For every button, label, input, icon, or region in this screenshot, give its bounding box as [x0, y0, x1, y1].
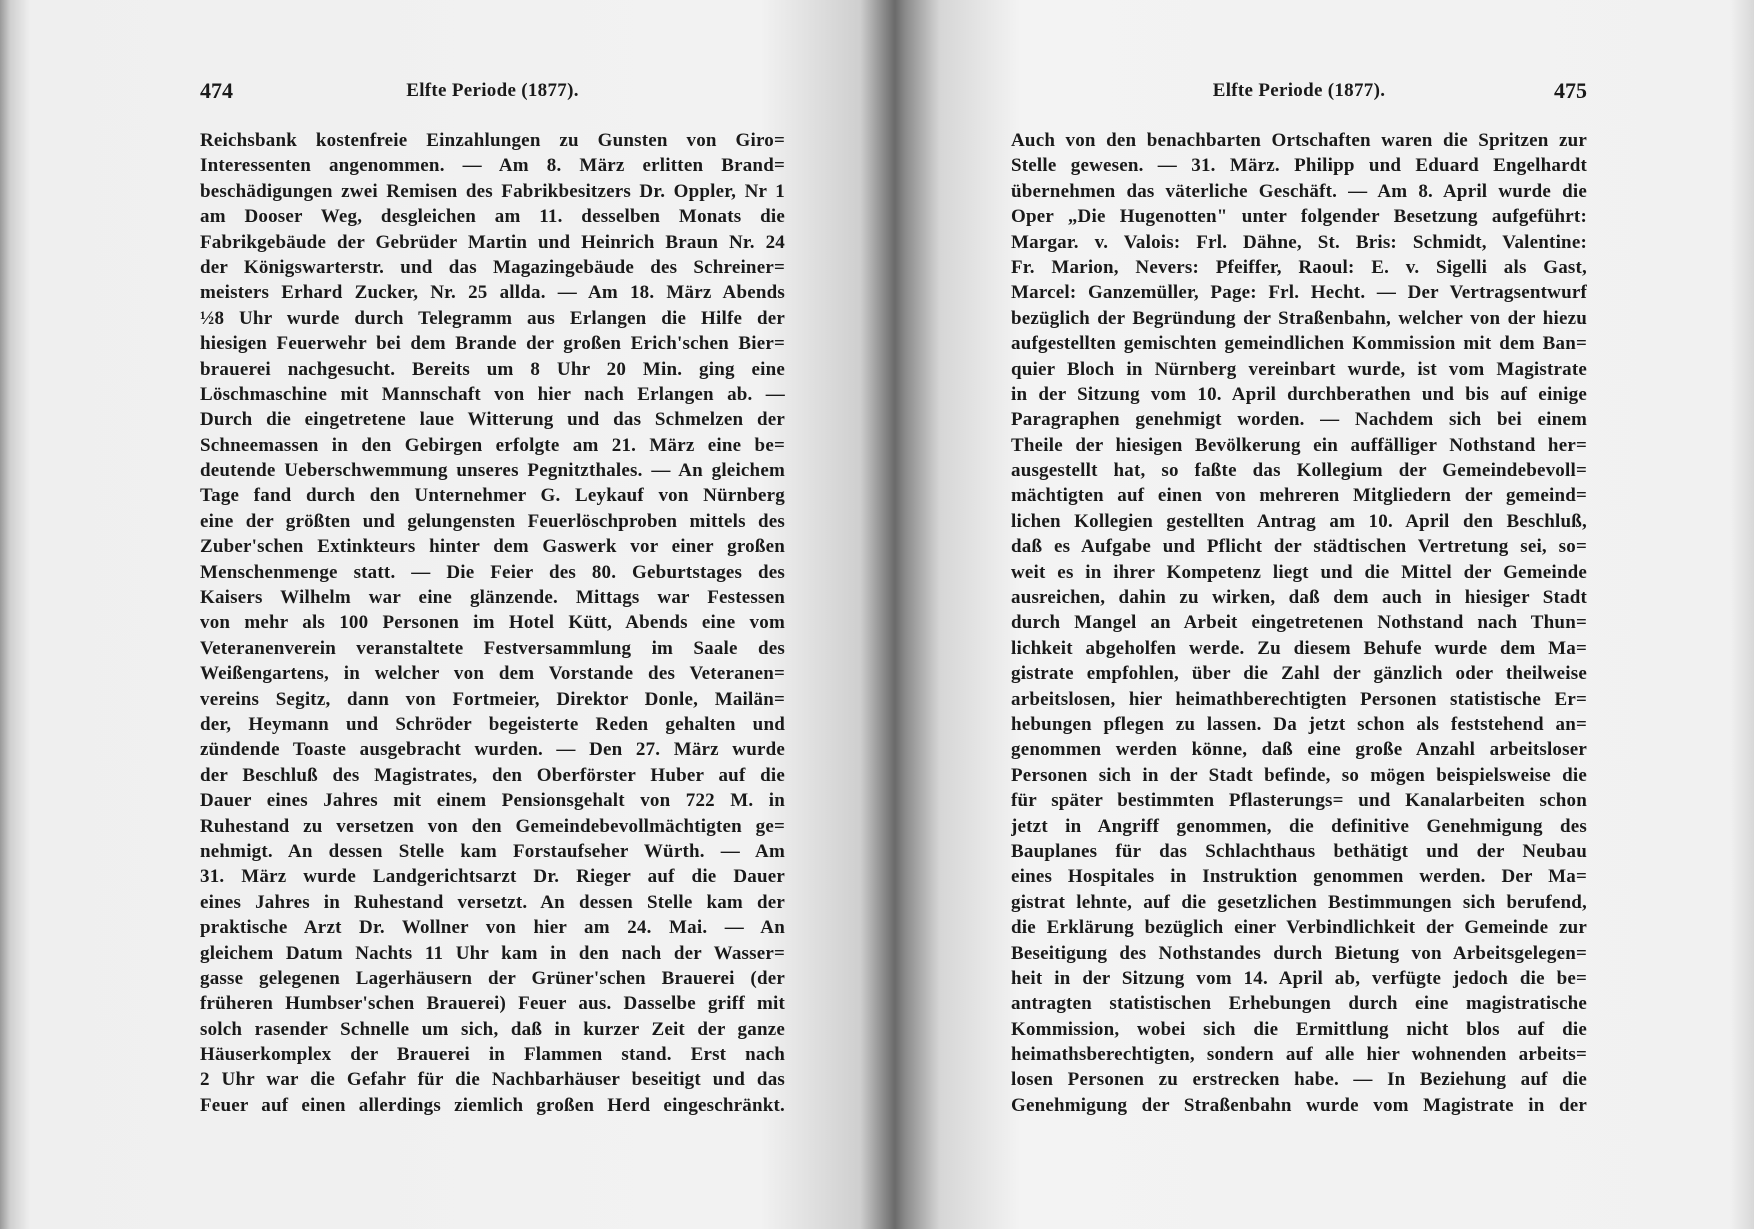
- text-line: übernehmen das väterliche Geschäft. — Am 8. April wurde die: [1011, 180, 1587, 202]
- text-line: Personen sich in der Stadt befinde, so mögen beispielsweise die: [1011, 764, 1587, 786]
- text-line: Dauer eines Jahres mit einem Pensionsgehalt von 722 M. in: [200, 790, 785, 812]
- text-line: Beseitigung des Nothstandes durch Bietung von Arbeitsgelegen=: [1011, 942, 1587, 964]
- text-line: weit es in ihrer Kompetenz liegt und die Mittel der Gemeinde: [1011, 561, 1587, 583]
- text-line: Fabrikgebäude der Gebrüder Martin und Heinrich Braun Nr. 24: [200, 231, 785, 253]
- left-page-text: [200, 128, 785, 1118]
- text-line: Feuer auf einen allerdings ziemlich großen Herd eingeschränkt.: [200, 1094, 785, 1116]
- text-line: Genehmigung der Straßenbahn wurde vom Magistrate in der: [1011, 1094, 1587, 1116]
- text-line: ausreichen, dahin zu wirken, daß dem auch in hiesiger Stadt: [1011, 587, 1587, 609]
- text-line: 2 Uhr war die Gefahr für die Nachbarhäuser beseitigt und das: [200, 1069, 785, 1091]
- text-line: brauerei nachgesucht. Bereits um 8 Uhr 20 Min. ging eine: [200, 358, 785, 380]
- text-line: der Beschluß des Magistrates, den Oberförster Huber auf die: [200, 764, 785, 786]
- text-line: durch Mangel an Arbeit eingetretenen Nothstand nach Thun=: [1011, 612, 1587, 634]
- text-line: Kaisers Wilhelm war eine glänzende. Mittags war Festessen: [200, 587, 785, 609]
- text-line: nehmigt. An dessen Stelle kam Forstaufseher Würth. — Am: [200, 840, 785, 862]
- text-line: losen Personen zu erstrecken habe. — In Beziehung auf die: [1011, 1069, 1587, 1091]
- text-line: gistrat lehnte, auf die gesetzlichen Bestimmungen sich berufend,: [1011, 891, 1587, 913]
- text-line: eines Hospitales in Instruktion genommen werden. Der Ma=: [1011, 866, 1587, 888]
- text-line: Theile der hiesigen Bevölkerung ein auffälliger Nothstand her=: [1011, 434, 1587, 456]
- text-line: hebungen pflegen zu lassen. Da jetzt schon als feststehend an=: [1011, 713, 1587, 735]
- right-page: [1011, 0, 1587, 1229]
- left-page-header: [200, 78, 785, 112]
- text-line: gistrate empfohlen, über die Zahl der gänzlich oder theilweise: [1011, 663, 1587, 685]
- text-line: zündende Toaste ausgebracht wurden. — Den 27. März wurde: [200, 739, 785, 761]
- text-line: heit in der Sitzung vom 14. April ab, verfügte jedoch die be=: [1011, 967, 1587, 989]
- text-line: die Erklärung bezüglich einer Verbindlichkeit der Gemeinde zur: [1011, 917, 1587, 939]
- text-line: meisters Erhard Zucker, Nr. 25 allda. — Am 18. März Abends: [200, 282, 785, 304]
- text-line: Veteranenverein veranstaltete Festversammlung im Saale des: [200, 637, 785, 659]
- text-line: am Dooser Weg, desgleichen am 11. desselben Monats die: [200, 206, 785, 228]
- text-line: Zuber'schen Extinkteurs hinter dem Gaswerk vor einer großen: [200, 536, 785, 558]
- text-line: in der Sitzung vom 10. April durchberathen und bis auf einige: [1011, 383, 1587, 405]
- right-page-number: 475: [1554, 78, 1587, 103]
- text-line: vereins Segitz, dann von Fortmeier, Direktor Donle, Mailän=: [200, 688, 785, 710]
- text-line: hiesigen Feuerwehr bei dem Brande der großen Erich'schen Bier=: [200, 333, 785, 355]
- text-line: bezüglich der Begründung der Straßenbahn, welcher von der hiezu: [1011, 307, 1587, 329]
- text-line: gleichem Datum Nachts 11 Uhr kam in den nach der Wasser=: [200, 942, 785, 964]
- text-line: von mehr als 100 Personen im Hotel Kütt, Abends eine vom: [200, 612, 785, 634]
- left-running-head: Elfte Periode (1877).: [406, 80, 579, 101]
- text-line: Löschmaschine mit Mannschaft von hier nach Erlangen ab. —: [200, 383, 785, 405]
- text-line: Oper „Die Hugenotten" unter folgender Besetzung aufgeführt:: [1011, 206, 1587, 228]
- text-line: eine der größten und gelungensten Feuerlöschproben mittels des: [200, 510, 785, 532]
- text-line: Bauplanes für das Schlachthaus bethätigt und der Neubau: [1011, 840, 1587, 862]
- text-line: jetzt in Angriff genommen, die definitive Genehmigung des: [1011, 815, 1587, 837]
- text-line: deutende Ueberschwemmung unseres Pegnitzthales. — An gleichem: [200, 460, 785, 482]
- text-line: Reichsbank kostenfreie Einzahlungen zu Gunsten von Giro=: [200, 130, 785, 151]
- text-line: ausgestellt hat, so faßte das Kollegium der Gemeindebevoll=: [1011, 460, 1587, 482]
- text-line: für später bestimmten Pflasterungs= und Kanalarbeiten schon: [1011, 790, 1587, 812]
- text-line: lichkeit abgeholfen werde. Zu diesem Behufe wurde dem Ma=: [1011, 637, 1587, 659]
- text-line: Interessenten angenommen. — Am 8. März erlitten Brand=: [200, 155, 785, 177]
- text-line: lichen Kollegien gestellten Antrag am 10. April den Beschluß,: [1011, 510, 1587, 532]
- text-line: Fr. Marion, Nevers: Pfeiffer, Raoul: E. v. Sigelli als Gast,: [1011, 256, 1587, 278]
- left-page: [200, 0, 785, 1229]
- text-line: heimathsberechtigten, sondern auf alle hier wohnenden arbeits=: [1011, 1044, 1587, 1066]
- text-line: Stelle gewesen. — 31. März. Philipp und Eduard Engelhardt: [1011, 155, 1587, 177]
- text-line: Durch die eingetretene laue Witterung und das Schmelzen der: [200, 409, 785, 431]
- text-line: früheren Humbser'schen Brauerei) Feuer aus. Dasselbe griff mit: [200, 993, 785, 1015]
- text-line: Kommission, wobei sich die Ermittlung nicht blos auf die: [1011, 1018, 1587, 1040]
- text-line: 31. März wurde Landgerichtsarzt Dr. Rieger auf die Dauer: [200, 866, 785, 888]
- text-line: praktische Arzt Dr. Wollner von hier am 24. Mai. — An: [200, 917, 785, 939]
- text-line: Menschenmenge statt. — Die Feier des 80. Geburtstages des: [200, 561, 785, 583]
- left-page-number: 474: [200, 78, 233, 103]
- text-line: daß es Aufgabe und Pflicht der städtischen Vertretung sei, so=: [1011, 536, 1587, 558]
- text-line: Marcel: Ganzemüller, Page: Frl. Hecht. — Der Vertragsentwurf: [1011, 282, 1587, 304]
- right-page-text: [1011, 128, 1587, 1118]
- right-running-head: Elfte Periode (1877).: [1212, 80, 1386, 101]
- text-line: ½8 Uhr wurde durch Telegramm aus Erlangen die Hilfe der: [200, 307, 785, 329]
- text-line: quier Bloch in Nürnberg vereinbart wurde, ist vom Magistrate: [1011, 358, 1587, 380]
- text-line: Häuserkomplex der Brauerei in Flammen stand. Erst nach: [200, 1044, 785, 1066]
- text-line: Tage fand durch den Unternehmer G. Leykauf von Nürnberg: [200, 485, 785, 507]
- text-line: genommen werden könne, daß eine große Anzahl arbeitsloser: [1011, 739, 1587, 761]
- text-line: Ruhestand zu versetzen von den Gemeindebevollmächtigten ge=: [200, 815, 785, 837]
- text-line: Auch von den benachbarten Ortschaften waren die Spritzen zur: [1011, 130, 1587, 151]
- text-line: der Königswarterstr. und das Magazingebäude des Schreiner=: [200, 256, 785, 278]
- text-line: Weißengartens, in welcher von dem Vorstande des Veteranen=: [200, 663, 785, 685]
- text-line: antragten statistischen Erhebungen durch eine magistratische: [1011, 993, 1587, 1015]
- text-line: eines Jahres in Ruhestand versetzt. An dessen Stelle kam der: [200, 891, 785, 913]
- text-line: Margar. v. Valois: Frl. Dähne, St. Bris: Schmidt, Valentine:: [1011, 231, 1587, 253]
- text-line: mächtigten auf einen von mehreren Mitgliedern der gemeind=: [1011, 485, 1587, 507]
- text-line: beschädigungen zwei Remisen des Fabrikbesitzers Dr. Oppler, Nr 1: [200, 180, 785, 202]
- text-line: solch rasender Schnelle um sich, daß in kurzer Zeit der ganze: [200, 1018, 785, 1040]
- text-line: der, Heymann und Schröder begeisterte Reden gehalten und: [200, 713, 785, 735]
- text-line: gasse gelegenen Lagerhäusern der Grüner'schen Brauerei (der: [200, 967, 785, 989]
- text-line: Paragraphen genehmigt worden. — Nachdem sich bei einem: [1011, 409, 1587, 431]
- right-page-header: [1011, 78, 1587, 112]
- text-line: aufgestellten gemischten gemeindlichen Kommission mit dem Ban=: [1011, 333, 1587, 355]
- text-line: Schneemassen in den Gebirgen erfolgte am 21. März eine be=: [200, 434, 785, 456]
- text-line: arbeitslosen, hier heimathberechtigten Personen statistische Er=: [1011, 688, 1587, 710]
